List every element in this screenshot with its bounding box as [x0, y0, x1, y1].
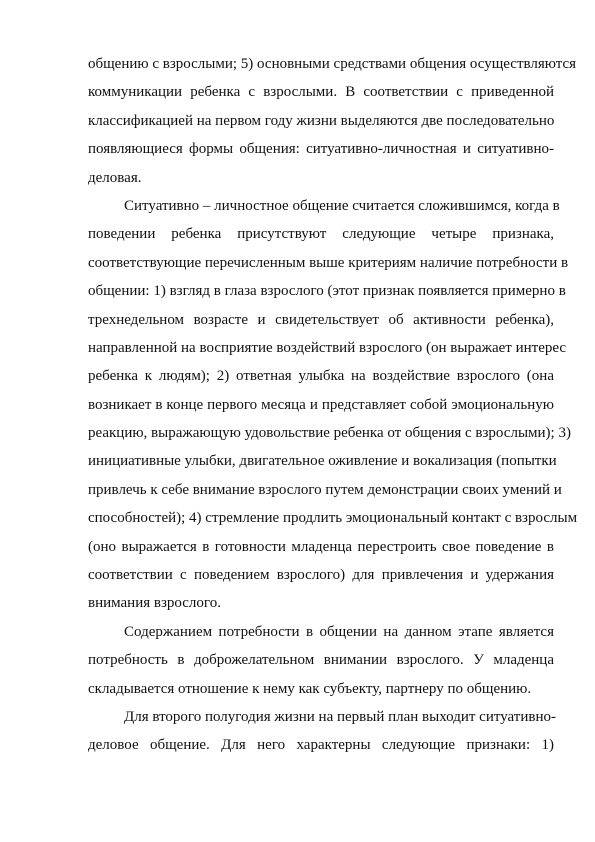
text-line: деловое общение. Для него характерны следующие признаки: 1) — [88, 737, 554, 754]
text-line: соответствии с поведением взрослого) для привлечения и удержания — [88, 567, 554, 584]
text-line: коммуникации ребенка с взрослыми. В соответствии с приведенной — [88, 84, 554, 101]
document-body — [88, 50, 578, 760]
text-line: реакцию, выражающую удовольствие ребенка от общения с взрослыми); 3) — [88, 425, 571, 442]
text-line: возникает в конце первого месяца и представляет собой эмоциональную — [88, 396, 554, 413]
text-line: внимания взрослого. — [88, 595, 221, 612]
text-line: Для второго полугодия жизни на первый план выходит ситуативно- — [124, 708, 556, 725]
text-line: появляющиеся формы общения: ситуативно-личностная и ситуативно- — [88, 141, 554, 158]
text-line: ребенка к людям); 2) ответная улыбка на воздействие взрослого (она — [88, 368, 554, 385]
text-line: общению с взрослыми; 5) основными средствами общения осуществляются — [88, 56, 577, 72]
text-line: Содержанием потребности в общении на данном этапе является — [124, 623, 554, 640]
text-line: классификацией на первом году жизни выделяются две последовательно — [88, 112, 555, 129]
text-line: привлечь к себе внимание взрослого путем демонстрации своих умений и — [88, 481, 562, 498]
text-line: трехнедельном возрасте и свидетельствует об активности ребенка), — [88, 311, 554, 328]
text-line: направленной на восприятие воздействий взрослого (он выражает интерес — [88, 339, 567, 356]
text-line: потребность в доброжелательном внимании взрослого. У младенца — [88, 652, 554, 669]
text-line: способностей); 4) стремление продлить эмоциональный контакт с взрослым — [88, 510, 578, 527]
text-line: поведении ребенка присутствуют следующие четыре признака, — [88, 226, 554, 243]
text-line: инициативные улыбки, двигательное оживление и вокализация (попытки — [88, 453, 557, 470]
text-line: деловая. — [88, 169, 142, 186]
text-line: (оно выражается в готовности младенца перестроить свое поведение в — [88, 538, 554, 555]
text-line: складывается отношение к нему как субъекту, партнеру по общению. — [88, 680, 532, 697]
text-line: соответствующие перечисленным выше критериям наличие потребности в — [88, 254, 569, 271]
text-line: общении: 1) взгляд в глаза взрослого (этот признак появляется примерно в — [88, 283, 566, 300]
text-line: Ситуативно – личностное общение считается сложившимся, когда в — [124, 197, 560, 214]
